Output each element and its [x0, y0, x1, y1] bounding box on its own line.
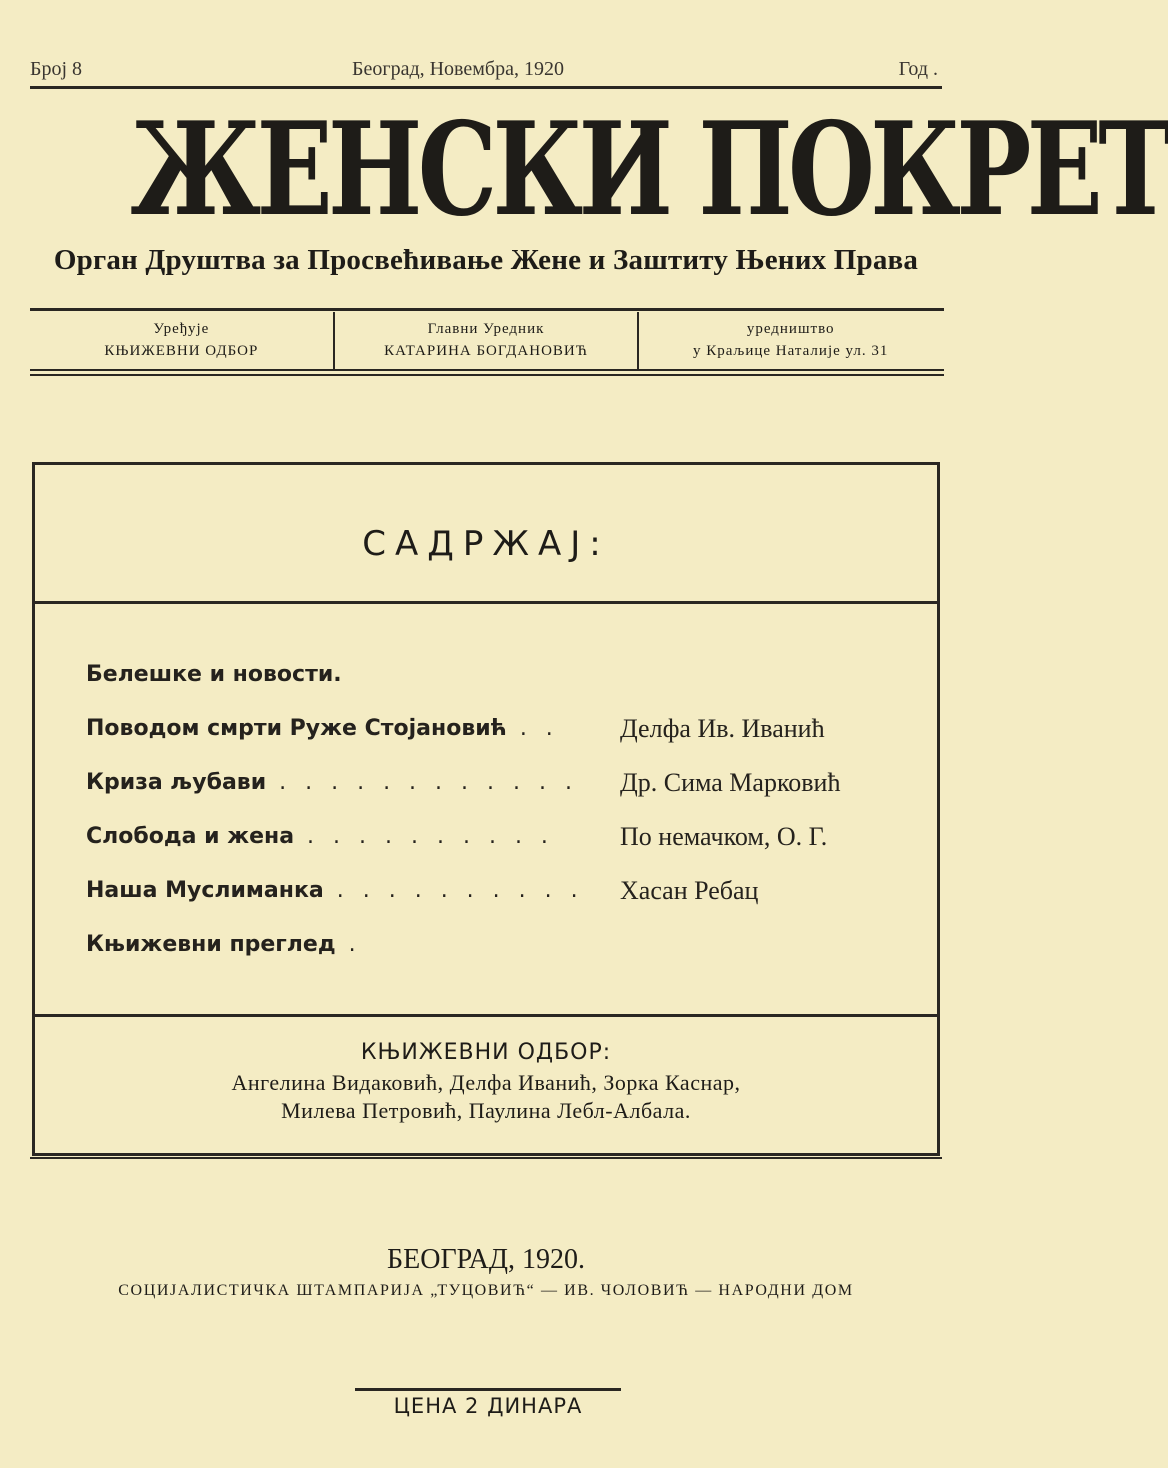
- info-value: у Краљице Наталије ул. 31: [693, 343, 889, 359]
- contents-heading-rule: [35, 601, 937, 604]
- place-date: Београд, Новембра, 1920: [352, 58, 564, 80]
- toc-author: По немачком, О. Г.: [620, 822, 828, 851]
- chief-editor-cell: [333, 312, 638, 370]
- price-label: ЦЕНА 2 ДИНАРА: [393, 1394, 583, 1418]
- list-item: [86, 810, 906, 864]
- list-item: [86, 864, 906, 918]
- toc-title: Криза љубави: [86, 770, 267, 795]
- info-bottom-rule-2: [30, 374, 944, 376]
- issue-number: Број 8: [30, 58, 83, 80]
- masthead-title: ЖЕНСКИ ПОКРЕТ: [130, 95, 1168, 245]
- info-label: Уређује: [153, 321, 210, 337]
- toc-author: Др. Сима Марковић: [620, 768, 841, 797]
- price-rule: [355, 1388, 621, 1391]
- toc-leader: . .: [506, 716, 559, 741]
- editorial-info: [30, 312, 942, 370]
- imprint-city: БЕОГРАД, 1920.: [387, 1244, 585, 1275]
- toc-leader: . . . . . . . . . .: [323, 878, 584, 903]
- toc-leader: . . . . . . . . . . . .: [266, 770, 578, 795]
- issue-line: [30, 58, 942, 88]
- box-bottom-rule: [30, 1157, 942, 1159]
- editorial-board-cell: [30, 312, 333, 370]
- board-members-line-1: Ангелина Видаковић, Делфа Иванић, Зорка Каснар,: [231, 1070, 741, 1095]
- toc-author: Хасан Ребац: [620, 876, 759, 905]
- list-item: [86, 648, 906, 702]
- board-members-line-2: Милева Петровић, Паулина Лебл-Албала.: [281, 1098, 691, 1123]
- editorial-office-cell: [637, 312, 942, 370]
- info-value: КАТАРИНА БОГДАНОВИЋ: [384, 343, 588, 359]
- top-rule: [30, 86, 942, 89]
- info-value: КЊИЖЕВНИ ОДБОР: [104, 343, 259, 359]
- list-item: [86, 702, 906, 756]
- info-label: уредништво: [746, 321, 835, 337]
- masthead-subtitle: Орган Друштва за Просвећивање Жене и Заштиту Њених Права: [53, 244, 919, 276]
- toc-author: Делфа Ив. Иванић: [620, 714, 825, 743]
- info-label: Главни Уредник: [427, 321, 545, 337]
- table-of-contents: [86, 648, 906, 972]
- board-heading: КЊИЖЕВНИ ОДБОР:: [360, 1040, 612, 1065]
- printer-line: СОЦИЈАЛИСТИЧКА ШТАМПАРИЈА „ТУЦОВИЋ“ — ИВ. ЧОЛОВИЋ — НАРОДНИ ДОМ: [118, 1282, 854, 1299]
- info-bottom-rule: [30, 369, 944, 371]
- toc-title: Поводом смрти Руже Стојановић: [86, 716, 507, 741]
- toc-title: Књижевни преглед: [86, 932, 336, 957]
- toc-title: Слобода и жена: [86, 824, 295, 849]
- list-item: [86, 918, 906, 972]
- board-divider: [35, 1014, 937, 1017]
- toc-leader: . . . . . . . . . .: [294, 824, 554, 849]
- year-label: Год .: [898, 58, 938, 80]
- toc-leader: .: [335, 932, 362, 957]
- list-item: [86, 756, 906, 810]
- contents-heading: САДРЖАЈ:: [362, 524, 610, 564]
- toc-title: Белешке и новости.: [86, 662, 342, 687]
- info-top-rule: [30, 308, 944, 311]
- toc-title: Наша Муслиманка: [86, 878, 324, 903]
